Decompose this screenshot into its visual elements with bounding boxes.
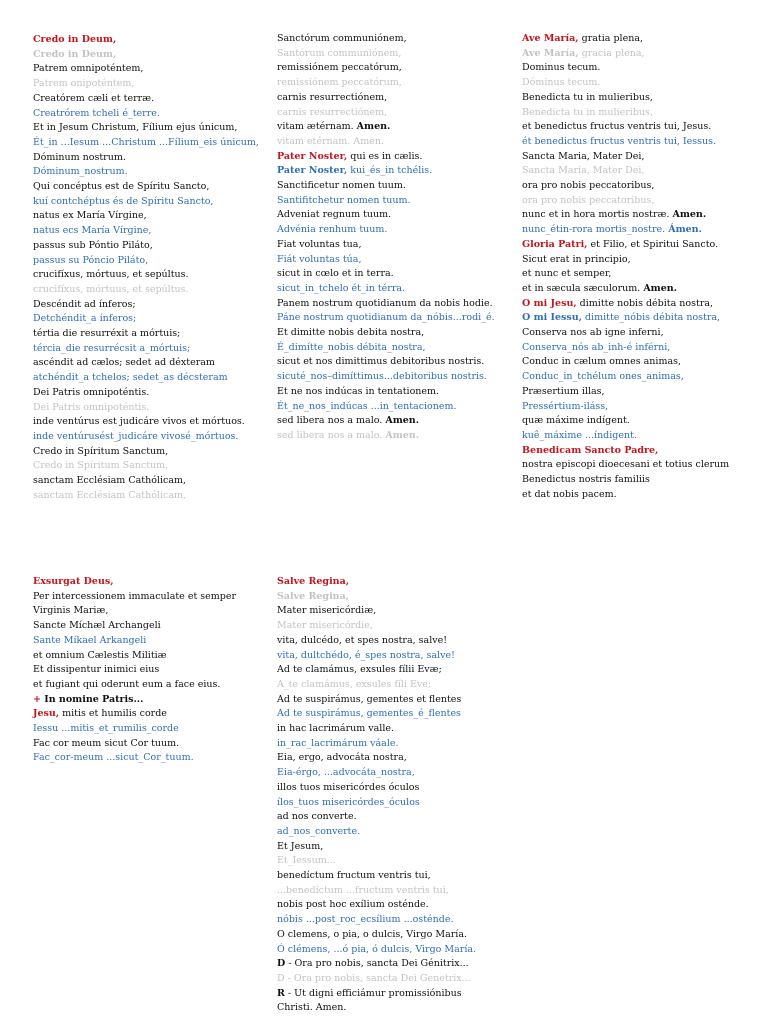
salve-line: Ad te suspirámus, gementes et flentes <box>277 693 462 705</box>
salve-line: ad nos converte. <box>277 811 357 823</box>
sanctorum-line: Ét_ne_nos_indúcas ...in_tentacionem. <box>277 400 457 412</box>
credo-line: Credo in Deum, <box>33 34 117 45</box>
sanctorum-line: vitam etérnam. Amen. <box>277 135 384 147</box>
credo-line: Dei Patris omnipoténtis. <box>33 401 150 413</box>
salve-line: Salve Regina, <box>277 590 350 602</box>
exsurgat-line-part: + <box>33 693 41 705</box>
ave-line <box>522 238 758 253</box>
sanctorum-line-part: Amen. <box>356 121 391 133</box>
salve-line: Christi. Amen. <box>277 1002 347 1014</box>
credo-line: Creatórem cæli et terræ. <box>33 92 155 104</box>
sanctorum-line: Advénia renhum tuum. <box>277 224 388 236</box>
sanctorum-line <box>277 429 513 444</box>
credo-line: tértia die resurréxit a mórtuis; <box>33 328 181 340</box>
exsurgat-line-part: mitis et humilis corde <box>59 708 167 720</box>
exsurgat-line: Et dissipentur inimici eius <box>33 664 160 676</box>
salve-line-part: D <box>277 958 286 970</box>
salve-line: Ó clémens, ...ó pia, ó dulcis, Virgo María. <box>277 943 477 955</box>
ave-line-part: dimitte nobis débita nostra, <box>576 297 714 309</box>
credo-line: ascéndit ad cælos; sedet ad déxteram <box>33 357 215 369</box>
salve-line: in_rac_lacrimárum váale. <box>277 737 399 749</box>
exsurgat-line: et omnium Cælestis Militiæ <box>33 649 167 661</box>
sanctorum-line: Panem nostrum quotidianum da nobis hodie. <box>277 297 493 309</box>
ave-line-part: nunc et in hora mortis nostræ. <box>522 209 673 221</box>
salve-line-part: - Ut digni efficiámur promissiónibus <box>284 987 462 999</box>
ave-line: Conduc_in_tchélum ones_animas, <box>522 371 684 383</box>
sanctorum-line-part: qui es in cælis. <box>347 150 423 162</box>
sanctorum-line: Et ne nos indúcas in tentationem. <box>277 385 440 397</box>
sanctorum-line: carnis resurrectiónem, <box>277 91 388 103</box>
ave-line-part: dimitte_nóbis débita nostra, <box>581 312 721 324</box>
salve-line: Ad te suspirámus, gementes_é_flentes <box>277 708 461 720</box>
credo-line: Dei Patris omnipoténtis. <box>33 386 150 398</box>
salve-line: ílos_tuos misericórdes_óculos <box>277 796 420 808</box>
ave-line-part: gracia plena, <box>578 47 645 59</box>
credo-line: kuí contchéptus és de Spíritu Sancto, <box>33 195 214 207</box>
ave-line: Conserva_nós ab_inh-é inférni, <box>522 341 671 353</box>
salve-line: D - Ora pro nobis, sancta Dei Genetrix... <box>277 972 471 984</box>
credo-line: Creatrórem tcheli é_terre. <box>33 107 160 119</box>
sanctorum-line: Adveniat regnum tuum. <box>277 209 392 221</box>
ave-line-part: gratia plena, <box>578 33 643 44</box>
ave-line: quæ máxime indígent. <box>522 415 630 427</box>
salve-line: O clemens, o pia, o dulcis, Virgo María. <box>277 928 468 940</box>
sanctorum-line: sicuté_nos–dimíttimus...debitoribus nostris. <box>277 371 487 383</box>
sanctorum-line: É_dimítte_nobis débita_nostra, <box>277 341 426 353</box>
salve-line: Et Jesum, <box>277 840 324 852</box>
ave-line-part: Ave María, <box>522 47 579 59</box>
sanctorum-line: Páne nostrum quotidianum da_nóbis...rodi_é. <box>277 312 495 324</box>
exsurgat-line <box>33 707 269 722</box>
ave-line: et nunc et semper, <box>522 268 612 280</box>
ave-line <box>522 208 758 223</box>
salve-line: Mater misericórdiæ, <box>277 605 377 617</box>
sanctorum-line: Et dimitte nobis debita nostra, <box>277 327 425 339</box>
salve-line: benedíctum fructum ventris tui, <box>277 870 431 882</box>
ave-line-part: Amen. <box>672 209 707 221</box>
ave-line-part: et Filio, et Spiritui Sancto. <box>587 238 719 250</box>
ave-line: Præsertium illas, <box>522 385 605 397</box>
sanctorum-line-part: Pater Noster, <box>277 165 348 177</box>
ave-line-part: O mi Iessu, <box>522 312 582 324</box>
salve-line: ad_nos_converte. <box>277 825 361 837</box>
exsurgat-line: Iessu ...mitis_et_rumilis_corde <box>33 723 179 735</box>
ave-line <box>522 282 758 297</box>
ave-line <box>522 311 758 326</box>
salve-line: vita, dultchédo, é_spes nostra, salve! <box>277 649 455 661</box>
salve-line: Et_Iessum... <box>277 855 336 867</box>
exsurgat-line: Fac_cor-meum ...sicut_Cor_tuum. <box>33 752 194 764</box>
ave-line: kuê_máxime ...índigent. <box>522 429 637 441</box>
ave-line <box>522 444 758 459</box>
ave-line: Benedictus nostris familiis <box>522 474 650 486</box>
ave-line: Sancta Maria, Mater Dei, <box>522 165 645 177</box>
credo-line: Et in Jesum Christum, Fílium ejus únicum, <box>33 122 238 134</box>
ave-line: et benedictus fructus ventris tui, Jesus. <box>522 121 712 133</box>
credo-line: atchéndit_a tchelos; sedet_as décsteram <box>33 372 228 384</box>
ave-line-part: Benedicam Sancto Padre, <box>522 444 659 456</box>
sanctorum-line: remissiónem peccatórum, <box>277 62 402 74</box>
salve-regina-column <box>277 575 513 1016</box>
credo-line: sanctam Ecclésiam Cathólicam, <box>33 489 187 501</box>
ave-line: ora pro nobis peccatoribus, <box>522 180 655 192</box>
salve-line: vita, dulcédo, et spes nostra, salve! <box>277 634 448 646</box>
ave-line: et dat nobis pacem. <box>522 488 617 500</box>
credo-line: Patrem omnipoténtem, <box>33 63 144 75</box>
sanctorum-line <box>277 150 513 165</box>
sanctorum-pater-noster-column <box>277 32 513 444</box>
sanctorum-line-part: Amen. <box>385 415 420 427</box>
ave-line-part: Amen. <box>643 282 677 294</box>
salve-line: ...benedíctum ...fructum ventris tui, <box>277 884 449 896</box>
salve-line: Eia-érgo, ...advocáta_nostra, <box>277 767 415 779</box>
ave-line-part: et in sæcula sæculorum. <box>522 282 644 294</box>
credo-line: Dóminum_nostrum. <box>33 166 128 178</box>
exsurgat-line: Sante Míkael Arkangeli <box>33 634 147 646</box>
exsurgat-line-part: In nomine Patris... <box>40 693 144 705</box>
ave-line <box>522 223 758 238</box>
ave-line: nostra episcopi dioecesani et totius clerum <box>522 459 730 471</box>
credo-line: passus su Póncio Piláto, <box>33 254 149 266</box>
salve-line: Ad te clamámus, exsules fílii Evæ; <box>277 664 442 676</box>
ave-line: Conserva nos ab igne inferni, <box>522 327 664 339</box>
credo-line: Patrem onipoténtem, <box>33 78 135 90</box>
ave-line: Conduc in cælum omnes animas, <box>522 356 682 368</box>
credo-line: Ét_in ...Iesum ...Christum ...Fílium_eis únicum, <box>33 136 259 148</box>
salve-line <box>277 957 513 972</box>
credo-line: inde ventúrus est judicáre vivos et mórtuos. <box>33 416 245 428</box>
ave-line: Dominus tecum. <box>522 62 601 74</box>
salve-line-part: R <box>277 987 285 999</box>
salve-line: illos tuos misericórdes óculos <box>277 781 420 793</box>
credo-line: natus ex María Vírgine, <box>33 210 147 222</box>
sanctorum-line-part: sed libera nos a malo. <box>277 415 386 427</box>
ave-line <box>522 32 758 47</box>
ave-line-part: O mi Jesu, <box>522 297 577 309</box>
salve-line-part: - Ora pro nobis, sancta Dei Génitrix... <box>285 958 469 970</box>
credo-column <box>33 33 269 504</box>
credo-line: passus sub Póntio Piláto, <box>33 239 153 251</box>
sanctorum-line: sicut et nos dimittimus debitoribus nostris. <box>277 356 485 368</box>
sanctorum-line-part: sed libera nos a malo. <box>277 429 386 441</box>
credo-line: Credo in Spíritum Sanctum, <box>33 445 169 457</box>
ave-maria-column <box>522 32 758 503</box>
credo-line: inde ventúrusést_judicáre vivosé_mórtuos. <box>33 430 239 442</box>
ave-line-part: Ave María, <box>522 33 579 44</box>
sanctorum-line-part: Pater Noster, <box>277 150 348 162</box>
exsurgat-line: et fugiant qui oderunt eum a face eius. <box>33 678 221 690</box>
ave-line: Sicut erat in principio, <box>522 253 631 265</box>
sanctorum-line: sicut in cœlo et in terra. <box>277 268 394 280</box>
salve-line <box>277 987 513 1002</box>
salve-line: in hac lacrimárum valle. <box>277 723 395 735</box>
sanctorum-line <box>277 164 513 179</box>
ave-line: ét benedictus fructus ventris tui, Iessus. <box>522 135 717 147</box>
ave-line-part: Gloria Patri, <box>522 238 588 250</box>
ave-line: ora pro nobis peccatoribus, <box>522 194 655 206</box>
sanctorum-line: Santifitchetur nomen tuum. <box>277 194 411 206</box>
sanctorum-line: sicut_in_tchelo ét_in térra. <box>277 282 406 294</box>
sanctorum-line-part: Amen. <box>385 429 420 441</box>
ave-line-part: Ámen. <box>668 224 702 236</box>
sanctorum-line-part: kui_és_in tchélis. <box>347 165 433 177</box>
salve-line: A_te clamámus, exsules fíli Eve; <box>277 678 432 690</box>
credo-line: natus ecs María Vírgine, <box>33 225 152 237</box>
credo-line: crucifíxus, mórtuus, et sepúltus. <box>33 269 189 281</box>
sanctorum-line: Fiát voluntas túa, <box>277 253 362 265</box>
salve-line: Eia, ergo, advocáta nostra, <box>277 752 407 764</box>
credo-line: tércia_die resurrécsit a_mórtuis; <box>33 342 191 354</box>
salve-line: nobis post hoc exílium osténde. <box>277 899 429 911</box>
credo-line: Qui concéptus est de Spíritu Sancto, <box>33 181 210 193</box>
sanctorum-line-part: vitam ætérnam. <box>277 121 357 133</box>
exsurgat-line: Virginis Mariæ, <box>33 605 109 617</box>
sanctorum-line: Sanctificetur nomen tuum. <box>277 180 406 192</box>
ave-line: Pressértium-iláss, <box>522 400 609 412</box>
credo-line: crucifíxus, mórtuus, et sepúltus. <box>33 283 189 295</box>
ave-line <box>522 47 758 62</box>
exsurgat-line-part: Jesu, <box>33 708 60 720</box>
sanctorum-line <box>277 120 513 135</box>
ave-line: Benedicta tu in mulieribus, <box>522 91 653 103</box>
credo-line: Credo in Spíritum Sanctum, <box>33 460 169 472</box>
exsurgat-line: Exsurgat Deus, <box>33 576 114 587</box>
credo-line: Credo in Deum, <box>33 48 117 60</box>
ave-line: Dóminus tecum. <box>522 77 601 89</box>
ave-line: Benedicta tu in mulieribus, <box>522 106 653 118</box>
sanctorum-line: remissiónem peccatórum, <box>277 77 402 89</box>
exsurgat-line: Per intercessionem immaculate et semper <box>33 590 237 602</box>
sanctorum-line: Santórum communiónem, <box>277 47 402 59</box>
sanctorum-line <box>277 414 513 429</box>
credo-line: Descéndit ad ínferos; <box>33 298 136 310</box>
ave-line-part: nunc_étin-rora mortis_nostre. <box>522 224 669 236</box>
sanctorum-line: Sanctórum communiónem, <box>277 33 407 44</box>
credo-line: Detchéndit_a ínferos; <box>33 313 137 325</box>
credo-line: Dóminum nostrum. <box>33 151 126 163</box>
ave-line <box>522 297 758 312</box>
salve-line: Salve Regina, <box>277 576 350 587</box>
sanctorum-line: carnis resurrectiónem, <box>277 106 388 118</box>
exsurgat-line: Fac cor meum sicut Cor tuum. <box>33 737 180 749</box>
exsurgat-line: Sancte Míchæl Archangeli <box>33 620 161 632</box>
salve-line: nóbis ...post_roc_ecsílium ...osténde. <box>277 914 454 926</box>
sanctorum-line: Fiat voluntas tua, <box>277 238 362 250</box>
credo-line: sanctam Ecclésiam Cathólicam, <box>33 475 187 487</box>
exsurgat-deus-column <box>33 575 269 766</box>
exsurgat-line <box>33 693 269 708</box>
salve-line: Mater misericórdie, <box>277 620 373 632</box>
ave-line: Sancta Maria, Mater Dei, <box>522 150 645 162</box>
